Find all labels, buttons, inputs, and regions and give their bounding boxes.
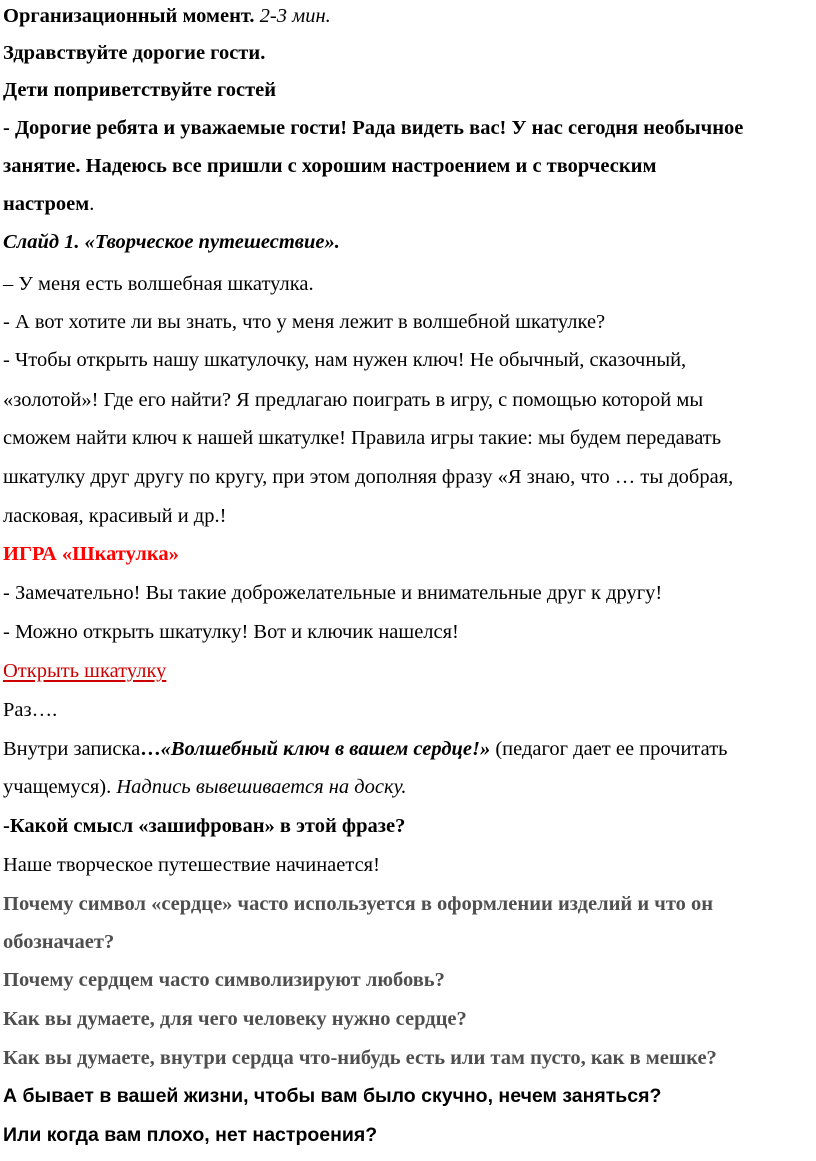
welcome-line-3-text: настроем (3, 193, 90, 215)
question-line: Почему символ «сердце» часто используется в оформлении изделий и что он (3, 893, 714, 915)
instruction: Дети поприветствуйте гостей (3, 79, 277, 101)
question-line: Или когда вам плохо, нет настроения? (3, 1124, 378, 1146)
question-line: А бывает в вашей жизни, чтобы вам было скучно, нечем заняться? (3, 1085, 662, 1107)
slide-line: - А вот хотите ли вы знать, что у меня лежит в волшебной шкатулке? (3, 311, 606, 333)
note-prefix: Внутри записка (3, 738, 141, 760)
note-line-2-italic: Надпись вывешивается на доску. (116, 776, 407, 798)
game-link-line (3, 659, 815, 683)
game-title: ИГРА «Шкатулка» (3, 543, 179, 565)
question-line: Как вы думаете, внутри сердца что-нибудь есть или там пусто, как в мешке? (3, 1047, 717, 1069)
duration: 2-3 мин. (254, 5, 331, 27)
note-quote: «Волшебный ключ в вашем сердце!» (160, 738, 491, 760)
slide-line: – У меня есть волшебная шкатулка. (3, 273, 314, 295)
slide-line: сможем найти ключ к нашей шкатулке! Правила игры такие: мы будем передавать (3, 427, 722, 449)
welcome-line-2: занятие. Надеюсь все пришли с хорошим настроением и с творческим (3, 155, 657, 177)
question-meaning: -Какой смысл «зашифрован» в этой фразе? (3, 815, 406, 837)
count-line: Раз…. (3, 699, 58, 721)
welcome-line-3-dot: . (89, 193, 95, 215)
slide-title: Слайд 1. «Творческое путешествие». (3, 231, 340, 253)
note-line-1 (3, 737, 815, 761)
slide-line: - Чтобы открыть нашу шкатулочку, нам нужен ключ! Не обычный, сказочный, (3, 349, 687, 371)
slide-line: шкатулку друг другу по кругу, при этом дополняя фразу «Я знаю, что … ты добрая, (3, 466, 734, 488)
section-heading: Организационный момент. (3, 5, 255, 27)
question-line: Почему сердцем часто символизируют любовь? (3, 969, 445, 991)
intro-heading-line (3, 4, 815, 28)
game-line: - Можно открыть шкатулку! Вот и ключик нашелся! (3, 621, 459, 643)
journey-line: Наше творческое путешествие начинается! (3, 854, 380, 876)
question-line: Как вы думаете, для чего человеку нужно сердце? (3, 1008, 467, 1030)
game-line: - Замечательно! Вы такие доброжелательные и внимательные друг к другу! (3, 582, 663, 604)
greeting: Здравствуйте дорогие гости. (3, 42, 266, 64)
note-suffix: (педагог дает ее прочитать (490, 738, 728, 760)
welcome-line-1: - Дорогие ребята и уважаемые гости! Рада видеть вас! У нас сегодня необычное (3, 117, 744, 139)
slide-line: «золотой»! Где его найти? Я предлагаю поиграть в игру, с помощью которой мы (3, 389, 704, 411)
welcome-line-3 (3, 192, 815, 216)
note-line-2-start: учащемуся). (3, 776, 117, 798)
slide-line: ласковая, красивый и др.! (3, 505, 227, 527)
question-line: обозначает? (3, 931, 115, 953)
open-box-link[interactable]: Открыть шкатулку (3, 660, 167, 682)
note-line-2 (3, 775, 815, 799)
note-ellipsis: … (140, 738, 161, 760)
